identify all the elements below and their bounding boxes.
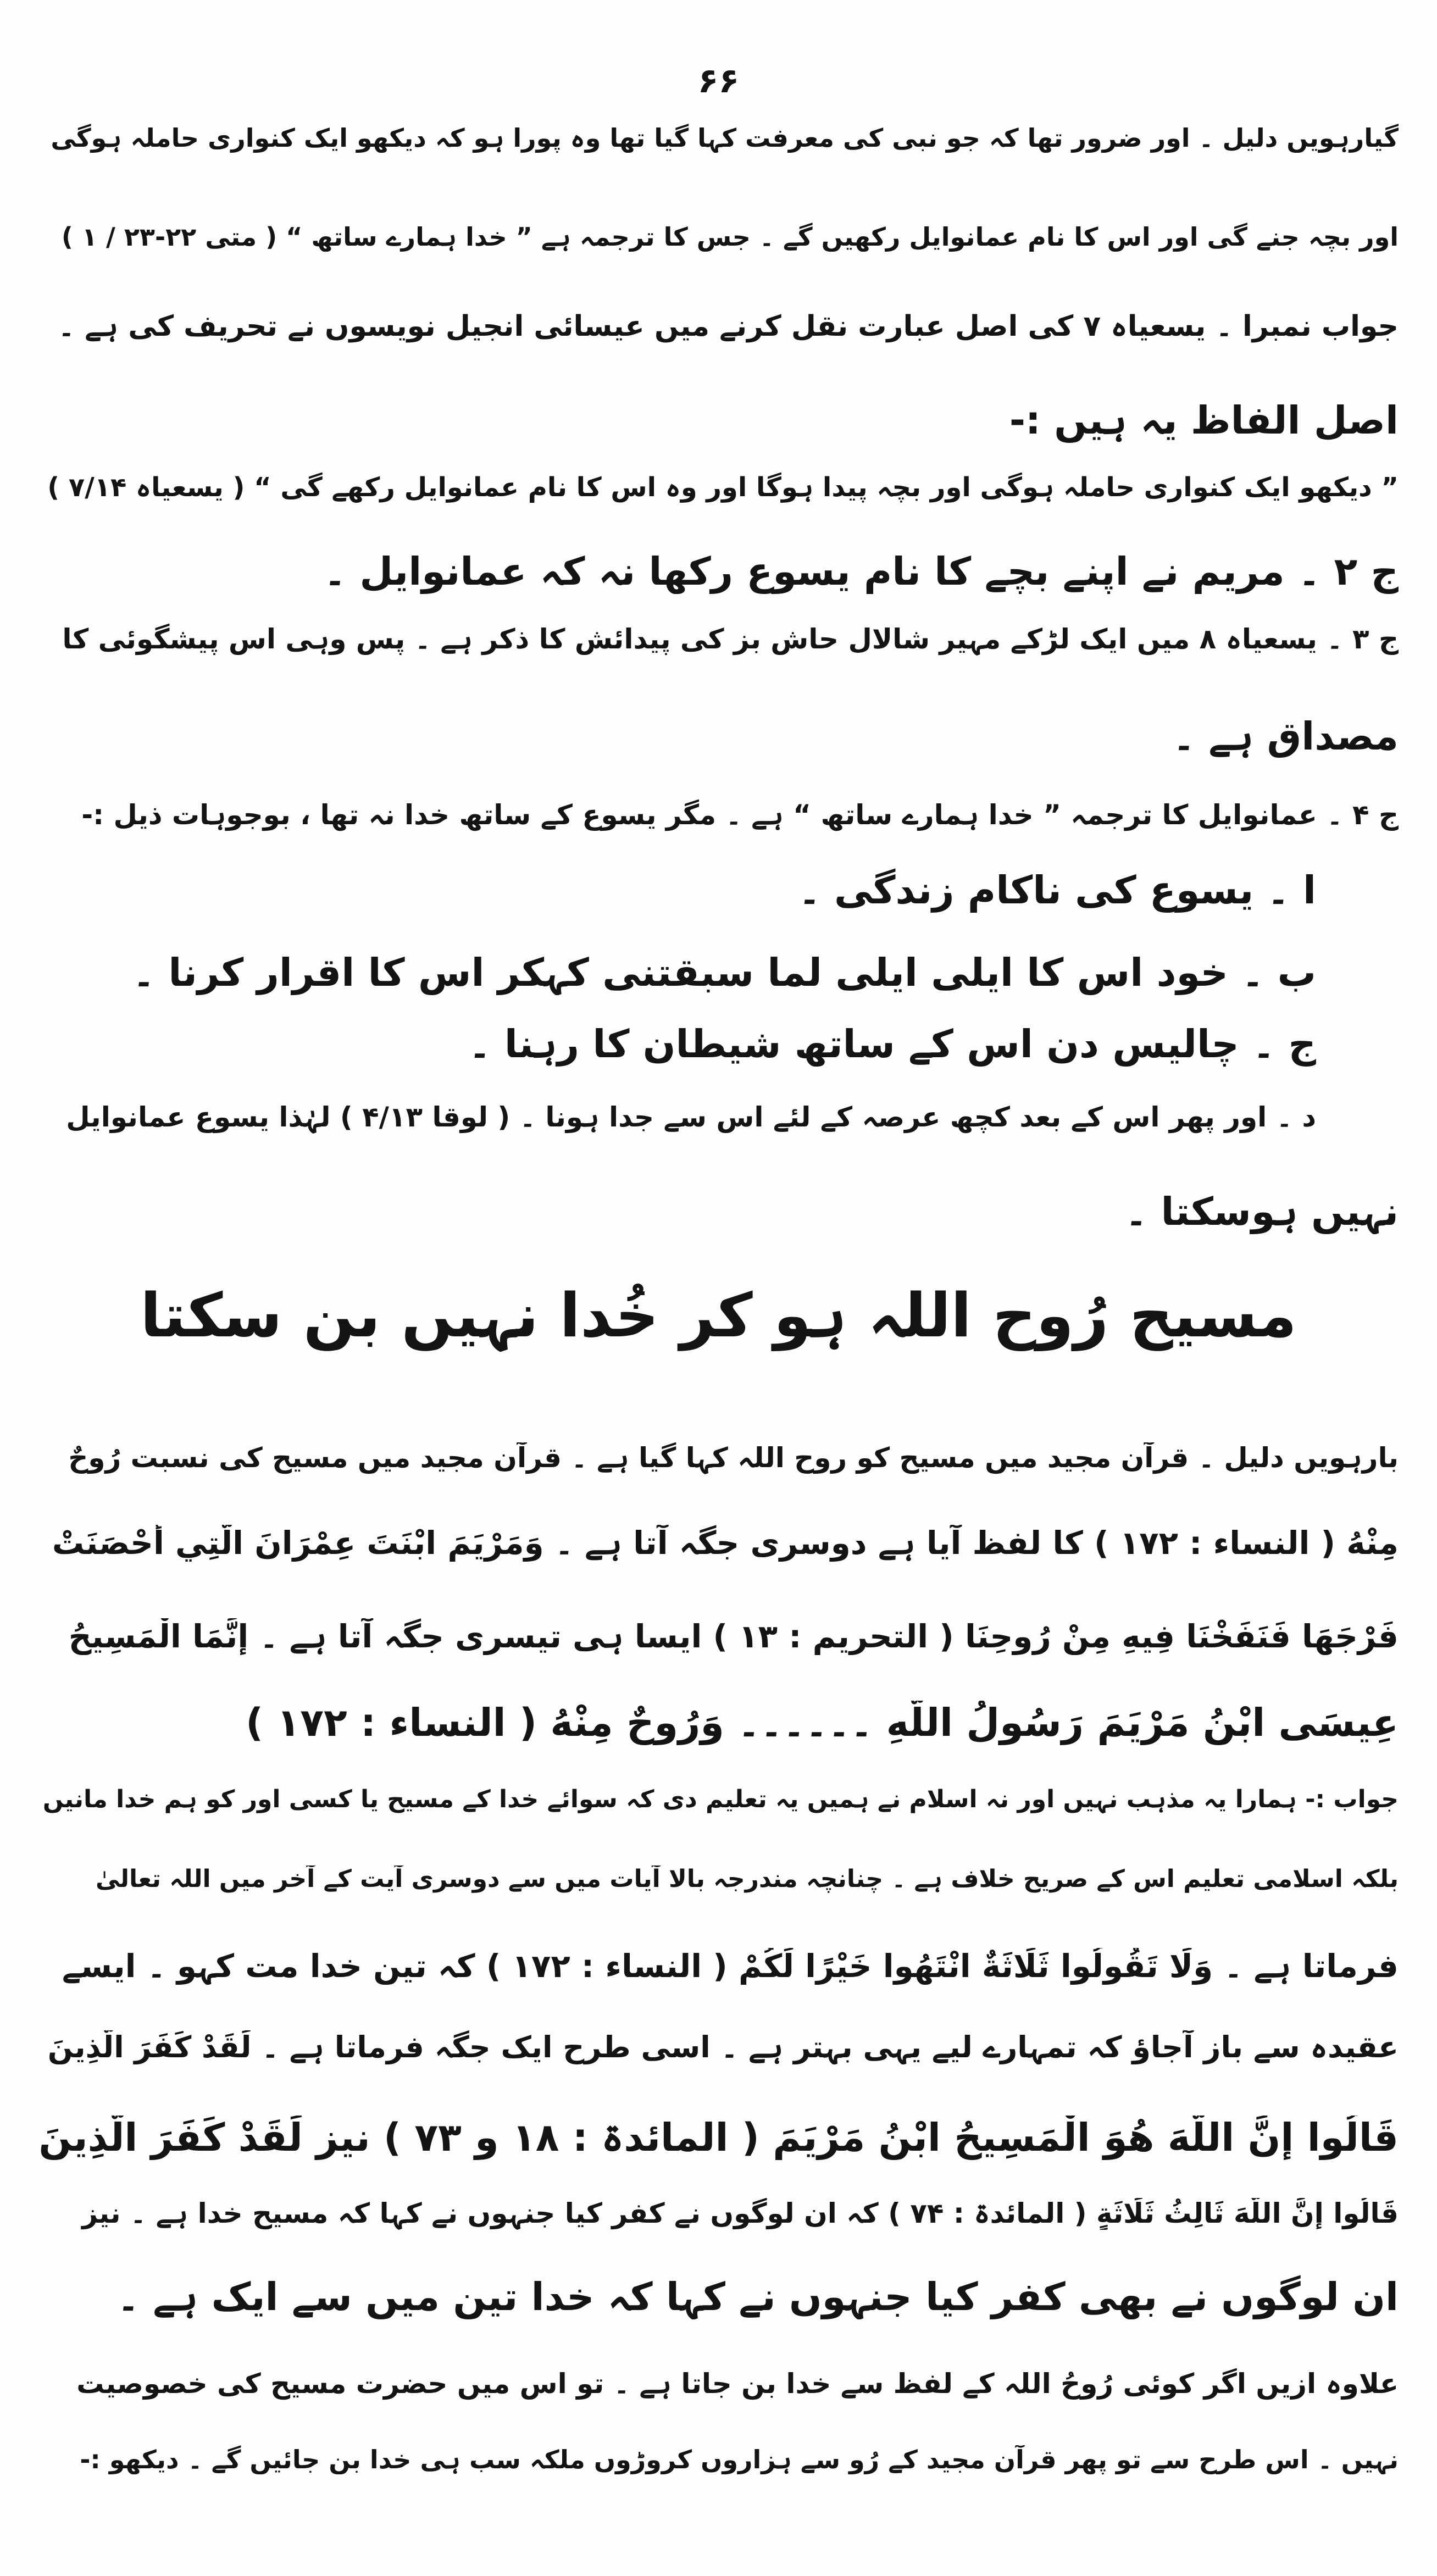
text-line: قَالُوا إِنَّ اللَّهَ ثَالِثُ ثَلَاثَةٍ ( المائدۃ : ۷۴ ) کہ ان لوگوں نے کفر کیا جنہوں نے کہا کہ مسیح خدا ہے ۔ نیز <box>82 2198 1399 2229</box>
list-item: ج ۔ چالیس دن اس کے ساتھ شیطان کا رہنا ۔ <box>468 1022 1316 1067</box>
text-line: گیارہویں دلیل ۔ اور ضرور تھا کہ جو نبی کی معرفت کہا گیا تھا وہ پورا ہو کہ دیکھو ایک کنواری حاملہ ہوگی <box>51 124 1399 153</box>
text-line: بلکہ اسلامی تعلیم اس کے صریح خلاف ہے ۔ چنانچہ مندرجہ بالا آیات میں سے دوسری آیت کے آخر میں اللہ تعالیٰ <box>95 1866 1399 1893</box>
page-number: ۶۶ <box>697 60 740 101</box>
text-line: فرماتا ہے ۔ وَلَا تَقُولُوا ثَلَاثَةٌ انْتَهُوا خَيْرًا لَكُمْ ( النساء : ۱۷۲ ) کہ تین خدا مت کہو ۔ ایسے <box>62 1948 1399 1985</box>
text-line: نہیں ۔ اس طرح سے تو پھر قرآن مجید کے رُو سے ہزاروں کروڑوں ملکہ سب ہی خدا بن جائیں گے ۔ دیکھو :- <box>80 2445 1399 2474</box>
text-line: اصل الفاظ یہ ہیں :- <box>1009 398 1399 443</box>
text-line: ان لوگوں نے بھی کفر کیا جنہوں نے کہا کہ خدا تین میں سے ایک ہے ۔ <box>116 2275 1399 2319</box>
quote-line: ” دیکھو ایک کنواری حاملہ ہوگی اور بچہ پیدا ہوگا اور وہ اس کا نام عمانوایل رکھے گی “ ( یسعیاہ ۷/۱۴ ) <box>47 473 1399 503</box>
text-line: جواب :- ہمارا یہ مذہب نہیں اور نہ اسلام نے ہمیں یہ تعلیم دی کہ سوائے خدا کے مسیح یا کسی اور کو ہم خدا مانیں <box>42 1786 1399 1813</box>
list-item: ب ۔ خود اس کا ایلی ایلی لما سبقتنی کہکر اس کا اقرار کرنا ۔ <box>132 951 1316 995</box>
text-line: مصداق ہے ۔ <box>1172 714 1399 759</box>
text-line: ج ۲ ۔ مریم نے اپنے بچے کا نام یسوع رکھا نہ کہ عمانوایل ۔ <box>324 549 1399 594</box>
text-line: اور بچہ جنے گی اور اس کا نام عمانوایل رکھیں گے ۔ جس کا ترجمہ ہے ” خدا ہمارے ساتھ “ ( متی ۲۲-۲۳ / ۱ ) <box>61 223 1399 252</box>
text-line: مِنْهُ ( النساء : ۱۷۲ ) کا لفظ آیا ہے دوسری جگہ آتا ہے ۔ وَمَرْيَمَ ابْنَتَ عِمْرَانَ الَّتِي أَحْصَنَتْ <box>52 1525 1399 1562</box>
text-line: جواب نمبرا ۔ یسعیاہ ۷ کی اصل عبارت نقل کرنے میں عیسائی انجیل نویسوں نے تحریف کی ہے ۔ <box>58 310 1399 343</box>
text-line: عقیدہ سے باز آجاؤ کہ تمہارے لیے یہی بہتر ہے ۔ اسی طرح ایک جگہ فرماتا ہے ۔ لَقَدْ كَفَرَ الَّذِينَ <box>47 2030 1399 2064</box>
text-line: ج ۴ ۔ عمانوایل کا ترجمہ ” خدا ہمارے ساتھ “ ہے ۔ مگر یسوع کے ساتھ خدا نہ تھا ، بوجوہات ذیل :- <box>81 800 1399 831</box>
list-item: ا ۔ یسوع کی ناکام زندگی ۔ <box>798 868 1316 913</box>
text-line: عِيسَى ابْنُ مَرْيَمَ رَسُولُ اللَّهِ ۔۔۔۔۔۔ وَرُوحٌ مِنْهُ ( النساء : ۱۷۲ ) <box>246 1701 1399 1745</box>
list-item: د ۔ اور پھر اس کے بعد کچھ عرصہ کے لئے اس سے جدا ہونا ۔ ( لوقا ۴/۱۳ ) لہٰذا یسوع عمانوایل <box>66 1102 1316 1133</box>
text-line: بارہویں دلیل ۔ قرآن مجید میں مسیح کو روح اللہ کہا گیا ہے ۔ قرآن مجید میں مسیح کی نسبت رُوحٌ <box>68 1442 1399 1474</box>
text-line: نہیں ہوسکتا ۔ <box>1125 1190 1399 1234</box>
section-heading: مسیح رُوح اللہ ہو کر خُدا نہیں بن سکتا <box>140 1280 1297 1351</box>
text-line: فَرْجَهَا فَنَفَخْنَا فِيهِ مِنْ رُوحِنَا ( التحریم : ۱۳ ) ایسا ہی تیسری جگہ آتا ہے ۔ إِنَّمَا الْمَسِيحُ <box>68 1618 1399 1655</box>
text-line: قَالُوا إِنَّ اللَّهَ هُوَ الْمَسِيحُ ابْنُ مَرْيَمَ ( المائدۃ : ۱۸ و ۷۳ ) نیز لَقَدْ كَفَرَ الَّذِينَ <box>38 2116 1399 2160</box>
text-line: علاوہ ازیں اگر کوئی رُوحُ اللہ کے لفظ سے خدا بن جاتا ہے ۔ تو اس میں حضرت مسیح کی خصوصیت <box>76 2368 1399 2400</box>
text-line: ج ۳ ۔ یسعیاہ ۸ میں ایک لڑکے مہیر شالال حاش بز کی پیدائش کا ذکر ہے ۔ پس وہی اس پیشگوئی کا <box>62 624 1399 655</box>
